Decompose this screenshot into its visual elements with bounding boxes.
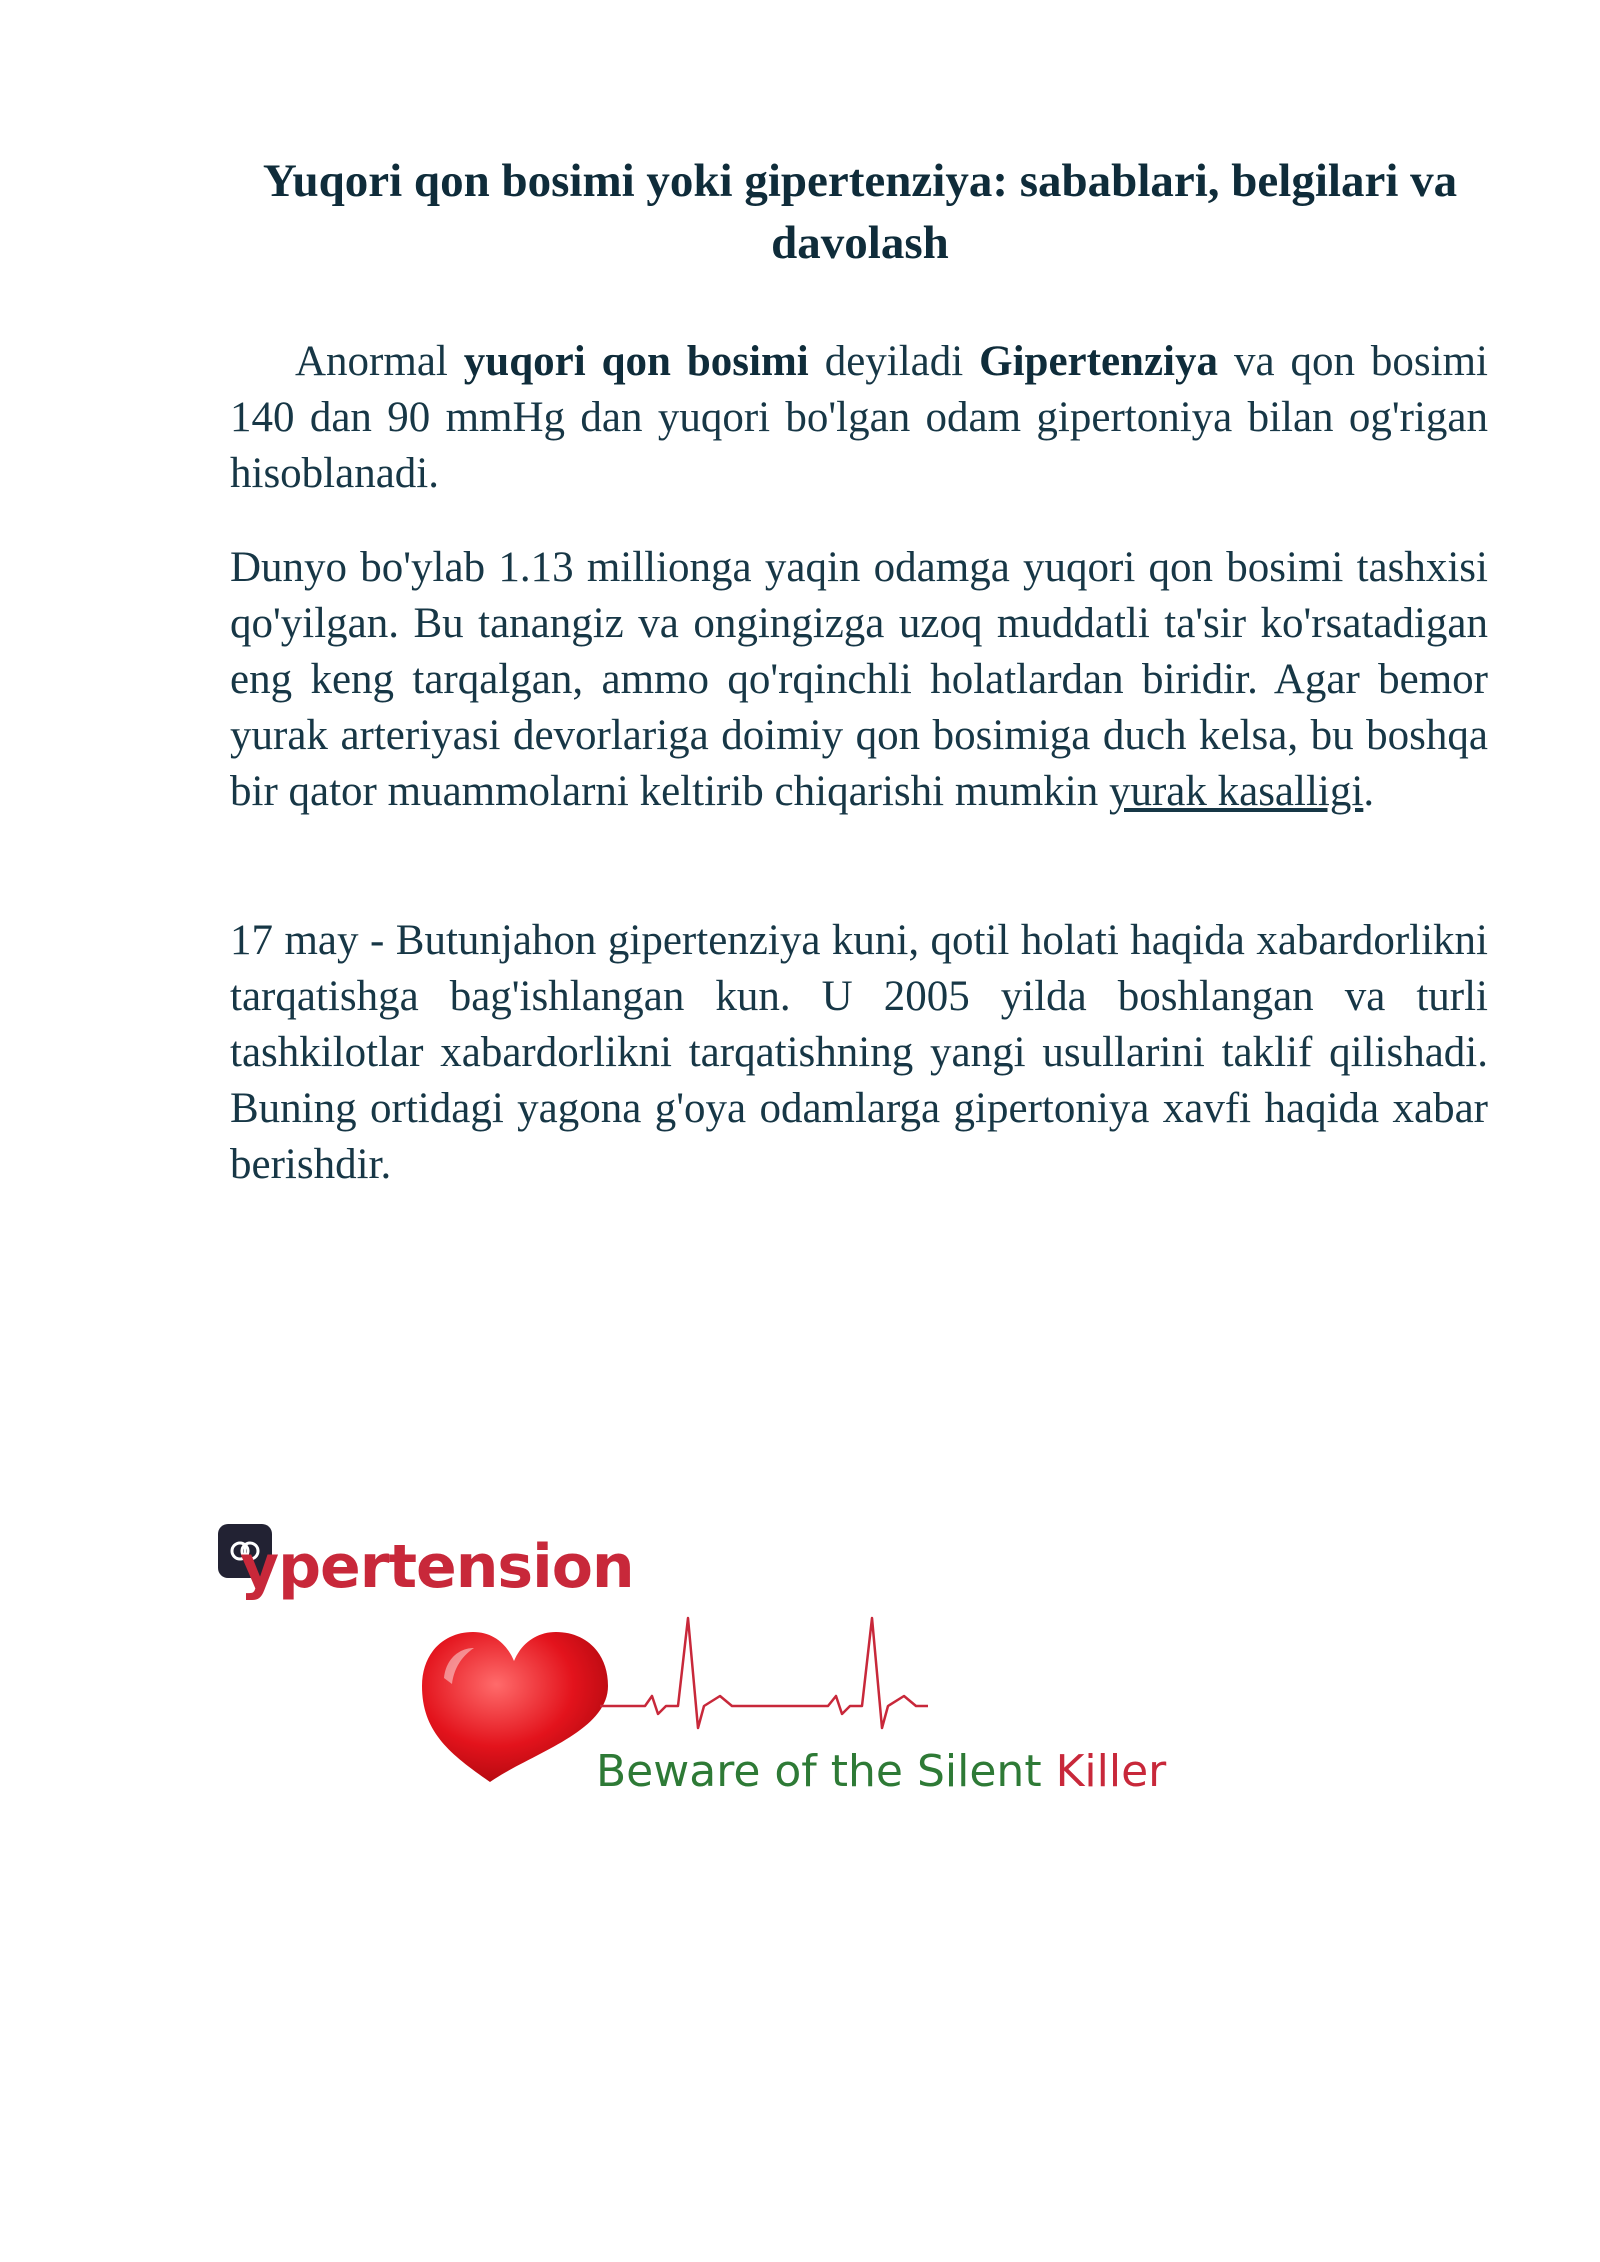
p1-bold-hypertension: Gipertenziya <box>979 338 1218 385</box>
paragraph-definition <box>230 334 1488 502</box>
p1-text-1: Anormal <box>295 338 464 385</box>
paragraph-world-day: 17 may - Butunjahon gipertenziya kuni, qotil holati haqida xabardorlikni tarqatishga bag'ishlangan kun. U 2005 yilda boshlangan va turli tashkilotlar xabardorlikni tarqatishning yangi usullarini taklif qilishadi. Buning ortidagi yagona g'oya odamlarga gipertoniya xavfi haqida xabar berishdir. <box>230 917 1488 1188</box>
p1-text-3: va qon bosimi 140 dan 90 mmHg dan yuqori bo'lgan odam gipertoniya bilan og'rigan hisoblanadi. <box>230 338 1488 497</box>
article-title: Yuqori qon bosimi yoki gipertenziya: sabablari, belgilari va davolash <box>262 155 1458 269</box>
heartbeat-line-icon <box>600 1618 928 1728</box>
p1-bold-high-blood-pressure: yuqori qon bosimi <box>463 338 809 385</box>
hypertension-logo-word: ypertension <box>240 1532 634 1602</box>
p2-end: . <box>1363 768 1375 815</box>
tagline <box>596 1746 1166 1797</box>
heart-icon <box>422 1632 608 1782</box>
paragraph-statistics <box>230 540 1488 820</box>
p1-text-2: deyiladi <box>808 338 980 385</box>
p2-text: Dunyo bo'ylab 1.13 millionga yaqin odamga yuqori qon bosimi tashxisi qo'yilgan. Bu tanangiz va ongingizga uzoq muddatli ta'sir ko'rsatadigan eng keng tarqalgan, ammo qo'rqinchli holatlardan biridir. Agar bemor yurak arteriyasi devorlariga doimiy qon bosimiga duch kelsa, bu boshqa bir qator muammolarni keltirib chiqarishi mumkin <box>230 544 1488 815</box>
heart-disease-link[interactable]: yurak kasalligi <box>1108 768 1364 815</box>
tagline-accent: Killer <box>1055 1746 1167 1797</box>
hypertension-illustration <box>200 1510 1200 1830</box>
tagline-main: Beware of the Silent <box>596 1746 1056 1797</box>
